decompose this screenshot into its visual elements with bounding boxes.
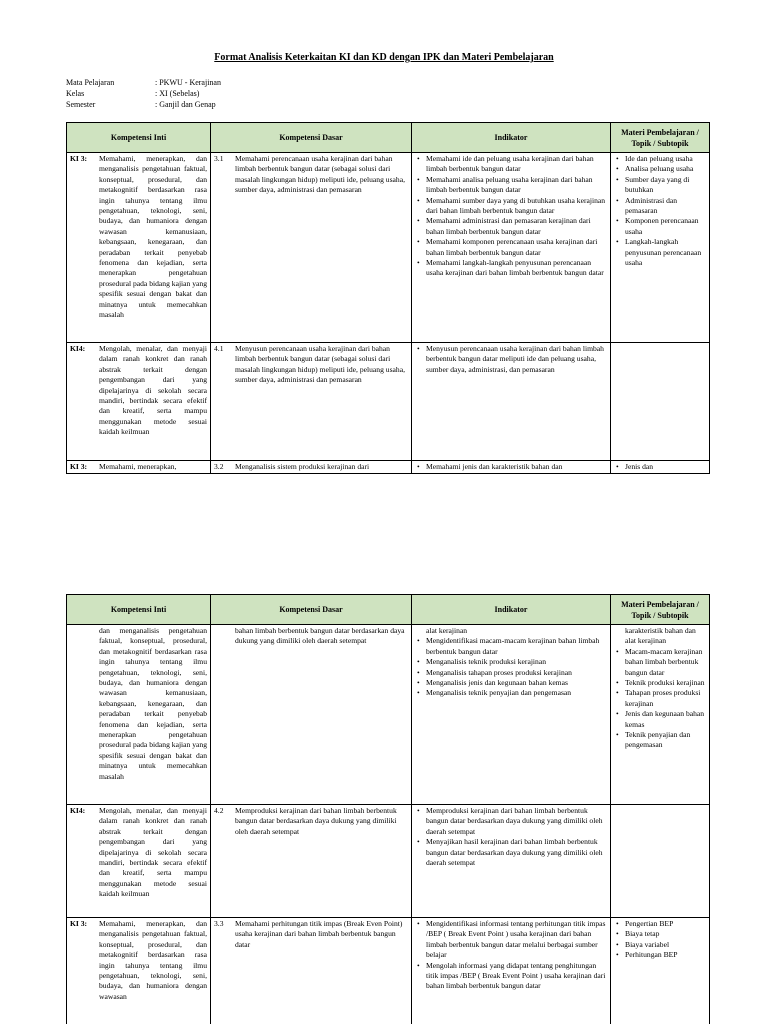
table-row — [67, 153, 710, 343]
table-row — [67, 343, 710, 461]
table-row — [67, 461, 710, 474]
analysis-table-page-1 — [66, 122, 710, 474]
ki-cell: KI 3: Memahami, menerapkan, — [67, 461, 211, 474]
header-indikator: Indikator — [412, 595, 611, 625]
list-item: • Analisa peluang usaha — [625, 164, 706, 174]
list-item: • Mengidentifikasi macam-macam kerajinan bahan limbah berbentuk bangun datar — [426, 636, 607, 657]
list-item: • Menganalisis teknik produksi kerajinan — [426, 657, 607, 667]
list-item: • Ide dan peluang usaha — [625, 154, 706, 164]
kd-cell: 3.2 Menganalisis sistem produksi kerajinan dari — [211, 461, 412, 474]
indikator-cell — [412, 805, 611, 918]
table-row — [67, 805, 710, 918]
list-item: • Menganalisis jenis dan kegunaan bahan kemas — [426, 678, 607, 688]
list-item: • Menyajikan hasil kerajinan dari bahan limbah berbentuk bangun datar berdasarkan daya dukung yang dimiliki oleh daerah setempat — [426, 837, 607, 868]
indikator-cell — [412, 343, 611, 461]
materi-cell — [611, 343, 710, 461]
header-ki: Kompetensi Inti — [67, 123, 211, 153]
list-continuation: alat kerajinan — [426, 626, 468, 635]
list-continuation: karakteristik bahan dan alat kerajinan — [625, 626, 696, 646]
list-item: • Teknik penyajian dan pengemasan — [625, 730, 706, 751]
list-item: • Administrasi dan pemasaran — [625, 196, 706, 217]
indikator-cell — [412, 461, 611, 474]
meta-row-class: Kelas : XI (Sebelas) — [66, 89, 200, 98]
list-item: • Jenis dan — [625, 462, 706, 472]
materi-cell — [611, 918, 710, 1024]
kd-cell: 3.1 Memahami perencanaan usaha kerajinan dari bahan limbah berbentuk bangun datar (sebagai solusi dari masalah lingkungan hidup) meliputi ide, peluang usaha, sumber daya, administrasi dan pemasaran — [211, 153, 412, 343]
list-item: • Memahami jenis dan karakteristik bahan dan — [426, 462, 607, 472]
indikator-cell — [412, 153, 611, 343]
list-item: • Memahami analisa peluang usaha kerajinan dari bahan limbah berbentuk bangun datar — [426, 175, 607, 196]
meta-row-subject: Mata Pelajaran : PKWU - Kerajinan — [66, 78, 221, 87]
table-row — [67, 918, 710, 1024]
document-title: Format Analisis Keterkaitan KI dan KD dengan IPK dan Materi Pembelajaran — [214, 52, 554, 63]
list-item: • Biaya tetap — [625, 929, 706, 939]
list-item: • Memahami administrasi dan pemasaran kerajinan dari bahan limbah berbentuk bangun datar — [426, 216, 607, 237]
list-item: • Sumber daya yang di butuhkan — [625, 175, 706, 196]
list-item: • Menyusun perencanaan usaha kerajinan dari bahan limbah berbentuk bangun datar meliputi ide dan peluang usaha, sumber daya, administrasi, dan pemasaran — [426, 344, 607, 375]
kd-cell: bahan limbah berbentuk bangun datar berdasarkan daya dukung yang dimiliki oleh daerah setempat — [211, 625, 412, 805]
list-item: • Menganalisis teknik penyajian dan pengemasan — [426, 688, 607, 698]
document-page-1 — [0, 0, 768, 474]
table-row — [67, 625, 710, 805]
ki-cell: KI 3: Memahami, menerapkan, dan menganalisis pengetahuan faktual, konseptual, prosedural, dan metakognitif berdasarkan rasa ingin tahunya tentang ilmu pengetahuan, teknologi, seni, budaya, dan humaniora dengan wawasan — [67, 918, 211, 1024]
list-item: • Memahami langkah-langkah penyusunan perencanaan usaha kerajinan dari bahan limbah berbentuk bangun datar — [426, 258, 607, 279]
list-item: • Langkah-langkah penyusunan perencanaan usaha — [625, 237, 706, 268]
kd-cell: 4.1 Menyusun perencanaan usaha kerajinan dari bahan limbah berbentuk bangun datar (sebagai solusi dari masalah lingkungan hidup) meliputi ide, peluang usaha, sumber daya, administrasi dan pemasaran — [211, 343, 412, 461]
list-item: • Teknik produksi kerajinan — [625, 678, 706, 688]
materi-cell — [611, 625, 710, 805]
list-item: • Mengidentifikasi informasi tentang perhitungan titik impas /BEP ( Break Event Point ) usaha kerajinan dari bahan limbah berbentuk bangun datar melalui berbagai sumber belajar — [426, 919, 607, 961]
list-item: • Mengolah informasi yang didapat tentang penghitungan titik impas /BEP ( Break Event Point ) usaha kerajinan dari bahan limbah berbentuk bangun datar — [426, 961, 607, 992]
list-item: • Macam-macam kerajinan bahan limbah berbentuk bangun datar — [625, 647, 706, 678]
header-indikator: Indikator — [412, 123, 611, 153]
indikator-cell — [412, 918, 611, 1024]
list-item: • Komponen perencanaan usaha — [625, 216, 706, 237]
list-item: • Memahami sumber daya yang di butuhkan usaha kerajinan dari bahan limbah berbentuk bangun datar — [426, 196, 607, 217]
document-meta — [66, 77, 221, 110]
header-kd: Kompetensi Dasar — [211, 595, 412, 625]
list-item: • Perhitungan BEP — [625, 950, 706, 960]
ki-cell: KI4: Mengolah, menalar, dan menyaji dalam ranah konkret dan ranah abstrak terkait dengan pengembangan dari yang dipelajarinya di sekolah secara mandiri, bertindak secara efektif dan kreatif, serta mampu menggunakan metode sesuai kaidah keilmuan — [67, 343, 211, 461]
analysis-table-page-2 — [66, 594, 710, 1024]
list-item: • Jenis dan kegunaan bahan kemas — [625, 709, 706, 730]
materi-cell — [611, 805, 710, 918]
list-item: • Memahami komponen perencanaan usaha kerajinan dari bahan limbah berbentuk bangun datar — [426, 237, 607, 258]
header-kd: Kompetensi Dasar — [211, 123, 412, 153]
materi-cell — [611, 153, 710, 343]
kd-cell: 3.3 Memahami perhitungan titik impas (Break Even Point) usaha kerajinan dari bahan limbah berbentuk bangun datar — [211, 918, 412, 1024]
ki-cell: KI 3: Memahami, menerapkan, dan menganalisis pengetahuan faktual, konseptual, prosedural, dan metakognitif berdasarkan rasa ingin tahunya tentang ilmu pengetahuan, teknologi, seni, budaya, dan humaniora dengan wawasan kemanusiaan, kebangsaan, kenegaraan, dan peradaban terkait penyebab fenomena dan kejadian, serta menerapkan pengetahuan prosedural pada bidang kajian yang spesifik sesuai dengan bakat dan minatnya untuk memecahkan masalah — [67, 153, 211, 343]
ki-cell: KI4: Mengolah, menalar, dan menyaji dalam ranah konkret dan ranah abstrak terkait dengan pengembangan dari yang dipelajarinya di sekolah secara mandiri, bertindak secara efektif dan kreatif, serta mampu menggunakan metode sesuai kaidah keilmuan — [67, 805, 211, 918]
header-materi: Materi Pembelajaran / Topik / Subtopik — [611, 123, 710, 153]
header-materi: Materi Pembelajaran / Topik / Subtopik — [611, 595, 710, 625]
table-header-row — [67, 123, 710, 153]
kd-cell: 4.2 Memproduksi kerajinan dari bahan limbah berbentuk bangun datar berdasarkan daya dukung yang dimiliki oleh daerah setempat — [211, 805, 412, 918]
list-item: • Tahapan proses produksi kerajinan — [625, 688, 706, 709]
list-item: • Memproduksi kerajinan dari bahan limbah berbentuk bangun datar berdasarkan daya dukung yang dimiliki oleh daerah setempat — [426, 806, 607, 837]
materi-cell — [611, 461, 710, 474]
meta-row-semester: Semester : Ganjil dan Genap — [66, 100, 216, 109]
indikator-cell — [412, 625, 611, 805]
table-header-row — [67, 595, 710, 625]
document-page-2 — [0, 594, 768, 1024]
list-item: • Menganalisis tahapan proses produksi kerajinan — [426, 668, 607, 678]
ki-cell: dan menganalisis pengetahuan faktual, konseptual, prosedural, dan metakognitif berdasarkan rasa ingin tahunya tentang ilmu pengetahuan, teknologi, seni, budaya, dan humaniora dengan wawasan kemanusiaan, kebangsaan, kenegaraan, dan peradaban terkait penyebab fenomena dan kejadian, serta menerapkan pengetahuan prosedural pada bidang kajian yang spesifik sesuai dengan bakat dan minatnya untuk memecahkan masalah — [67, 625, 211, 805]
header-ki: Kompetensi Inti — [67, 595, 211, 625]
list-item: • Biaya variabel — [625, 940, 706, 950]
list-item: • Memahami ide dan peluang usaha kerajinan dari bahan limbah berbentuk bangun datar — [426, 154, 607, 175]
list-item: • Pengertian BEP — [625, 919, 706, 929]
